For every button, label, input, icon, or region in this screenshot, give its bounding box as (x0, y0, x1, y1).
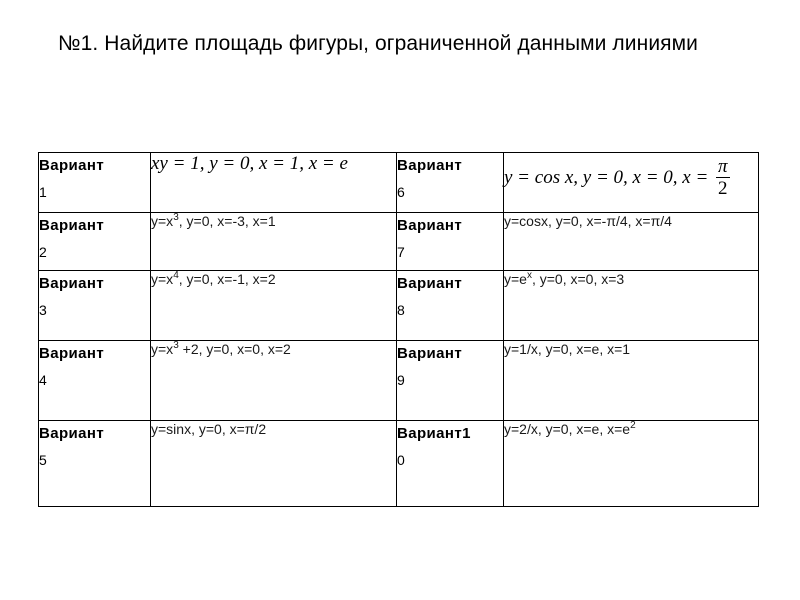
variant-label: Вариант 5 (39, 421, 151, 507)
table-row (39, 153, 759, 213)
table-row (39, 341, 759, 421)
variant-label: Вариант 4 (39, 341, 151, 421)
equation-cell: $y=e^x$, y=0, x=0, x=3 (504, 271, 759, 341)
variant-label: Вариант 8 (397, 271, 504, 341)
page-title: №1. Найдите площадь фигуры, ограниченной данными линиями (58, 32, 698, 55)
formula-variant-1: xy = 1, y = 0, x = 1, x = e (151, 153, 397, 213)
variant-label: Вариант 2 (39, 213, 151, 271)
variant-label: Вариант 9 (397, 341, 504, 421)
equation-cell: y=cosx, y=0, x=-π/4, x=π/4 (504, 213, 759, 271)
equation-cell: $y=x^4$, y=0, x=-1, x=2 (151, 271, 397, 341)
equation-cell: $y=x^3$, y=0, x=-3, x=1 (151, 213, 397, 271)
table-row (39, 421, 759, 507)
equation-cell: y=2/x, y=0, x=e, $x=e^2$ (504, 421, 759, 507)
variant-label: Вариант1 0 (397, 421, 504, 507)
variant-label: Вариант 3 (39, 271, 151, 341)
variant-label: Вариант 7 (397, 213, 504, 271)
table-row (39, 271, 759, 341)
pi-over-2-fraction: $\frac{\pi}{2}$ (718, 156, 728, 199)
equation-cell: y=1/x, y=0, x=e, x=1 (504, 341, 759, 421)
variants-table (38, 152, 759, 507)
formula-variant-6: y = cos x, y = 0, x = 0, x = $\frac{\pi}{2}$ (504, 153, 759, 213)
equation-cell: $y=x^3 +2$, y=0, x=0, x=2 (151, 341, 397, 421)
equation-cell: y=sinx, y=0, x=π/2 (151, 421, 397, 507)
variant-label: Вариант 1 (39, 153, 151, 213)
table-row (39, 213, 759, 271)
variant-label: Вариант 6 (397, 153, 504, 213)
